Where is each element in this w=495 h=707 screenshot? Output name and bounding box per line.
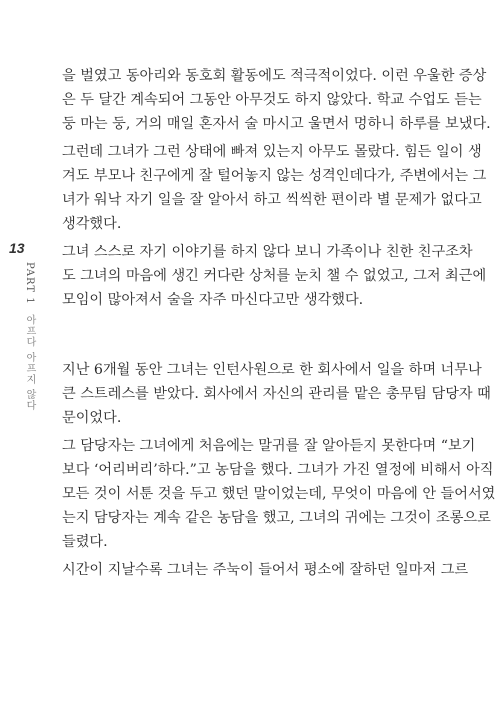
text-line: 겨도 부모나 친구에게 잘 털어놓지 않는 성격인데다가, 주변에서는 그 <box>62 168 487 184</box>
running-head-part: PART 1 <box>24 262 35 305</box>
text-line: 모든 것이 서툰 것을 두고 했던 말이었는데, 무엇이 마음에 안 들어서였 <box>62 486 495 502</box>
text-line: 문이었다. <box>62 410 122 426</box>
text-line: 들렸다. <box>62 534 108 550</box>
text-line: 도 그녀의 마음에 생긴 커다란 상처를 눈치 챌 수 없었고, 그저 최근에 <box>62 268 487 284</box>
running-head-chapter: 아프다 아프지 않다 <box>24 314 35 412</box>
text-block-2 <box>62 358 495 582</box>
text-line: 지난 6개월 동안 그녀는 인턴사원으로 한 회사에서 일을 하며 너무나 <box>62 362 482 378</box>
text-line: 은 두 달간 계속되어 그동안 아무것도 하지 않았다. 학교 수업도 듣는 <box>62 92 482 108</box>
text-line: 큰 스트레스를 받았다. 회사에서 자신의 관리를 맡은 총무팀 담당자 때 <box>62 386 491 402</box>
text-line: 녀가 워낙 자기 일을 잘 알아서 하고 씩씩한 편이라 별 문제가 없다고 <box>62 192 482 208</box>
text-line: 그런데 그녀가 그런 상태에 빠져 있는지 아무도 몰랐다. 힘든 일이 생 <box>62 144 482 160</box>
text-line: 을 벌였고 동아리와 동호회 활동에도 적극적이었다. 이런 우울한 증상 <box>62 68 487 84</box>
text-line: 그녀 스스로 자기 이야기를 하지 않다 보니 가족이나 친한 친구조차 <box>62 244 473 260</box>
text-line: 모임이 많아져서 술을 자주 마신다고만 생각했다. <box>62 292 364 308</box>
text-line: 시간이 지날수록 그녀는 주눅이 들어서 평소에 잘하던 일마저 그르 <box>62 562 469 578</box>
text-block-1 <box>62 64 491 312</box>
text-line: 생각했다. <box>62 216 122 232</box>
page-number: 13 <box>9 240 25 256</box>
text-line: 보다 ‘어리버리’하다.”고 농담을 했다. 그녀가 가진 열정에 비해서 아직 <box>62 462 494 478</box>
text-line: 는지 담당자는 계속 같은 농담을 했고, 그녀의 귀에는 그것이 조롱으로 <box>62 510 491 526</box>
running-head <box>22 262 37 411</box>
text-line: 그 담당자는 그녀에게 처음에는 말귀를 잘 알아듣지 못한다며 “보기 <box>62 438 476 454</box>
text-line: 둥 마는 둥, 거의 매일 혼자서 술 마시고 울면서 멍하니 하루를 보냈다. <box>62 116 491 132</box>
